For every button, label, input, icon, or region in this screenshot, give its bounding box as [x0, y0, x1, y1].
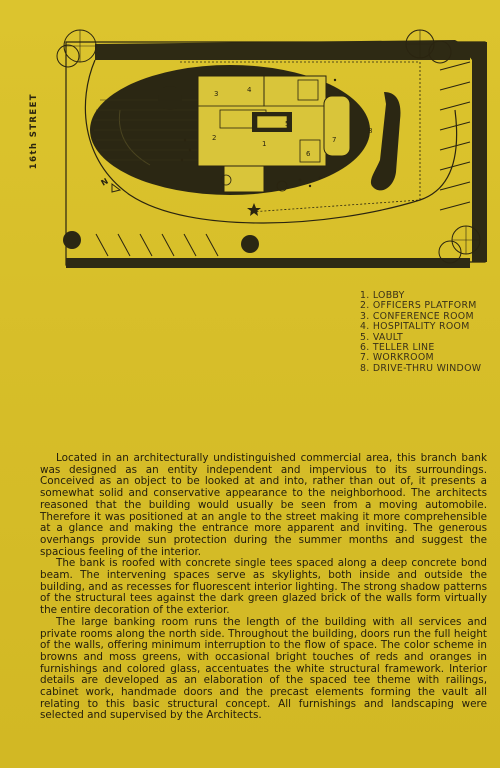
street-label: 16th STREET — [29, 93, 39, 170]
plan-number-2: 2 — [212, 134, 217, 142]
north-label: N — [99, 176, 110, 188]
legend-item: 1. LOBBY — [360, 290, 405, 301]
legend-item: 7. WORKROOM — [360, 352, 434, 364]
plan-number-3: 3 — [214, 90, 219, 98]
plan-number-5: 5 — [285, 120, 290, 128]
plan-number-8: 8 — [368, 127, 373, 135]
plan-legend — [360, 291, 481, 374]
legend-item: 8. DRIVE-THRU WINDOW — [360, 362, 482, 374]
legend-item: 2. OFFICERS PLATFORM — [360, 300, 477, 312]
site-plan-drawing — [0, 0, 500, 290]
plan-number-6: 6 — [306, 150, 311, 158]
paragraph: Located in an architecturally undistinguished commercial area, this branch bank was designed as an entity independent and impervious to its surroundings. Conceived as an object to be looked at and into, rather than out of, it presents a somewhat solid and conservative appearance to the neighborhood. The architects reasoned that the building would usually be seen from a moving automobile. Therefore it was positioned at an angle to the street making it more comprehensible at a glance and making the entrance more apparent and inviting. The generous overhangs provide sun protection during the summer months and suggest the spacious feeling of the interior. — [40, 452, 487, 558]
legend-item: 6. TELLER LINE — [360, 342, 435, 354]
paragraph: The large banking room runs the length of the building with all services and private rooms along the north side. Throughout the building, doors run the full height of the walls, offering minimum interruption to the flow of space. The color scheme in browns and moss greens, with occasional bright touches of reds and oranges in furnishings and colored glass, accentuates the white structural framework. Interior details are developed as an elaboration of the spaced tee theme with railings, cabinet work, handmade doors and the precast elements forming the vault all relating to this basic structural concept. All furnishings and landscaping were selected and supervised by the Architects. — [40, 615, 487, 722]
paragraph: The bank is roofed with concrete single tees spaced along a deep concrete bond beam. The intervening spaces serve as skylights, both inside and outside the building, and as recesses for fluorescent interior lighting. The strong shadow patterns of the structural tees against the dark green glazed brick of the walls form virtually the entire decoration of the exterior. — [40, 557, 487, 617]
plan-number-4: 4 — [247, 86, 252, 94]
description-text — [40, 453, 487, 722]
legend-item: 5. VAULT — [360, 331, 404, 343]
plan-number-7: 7 — [332, 136, 337, 144]
legend-item: 3. CONFERENCE ROOM — [360, 310, 474, 322]
legend-item: 4. HOSPITALITY ROOM — [360, 321, 470, 333]
plan-number-1: 1 — [262, 140, 267, 148]
